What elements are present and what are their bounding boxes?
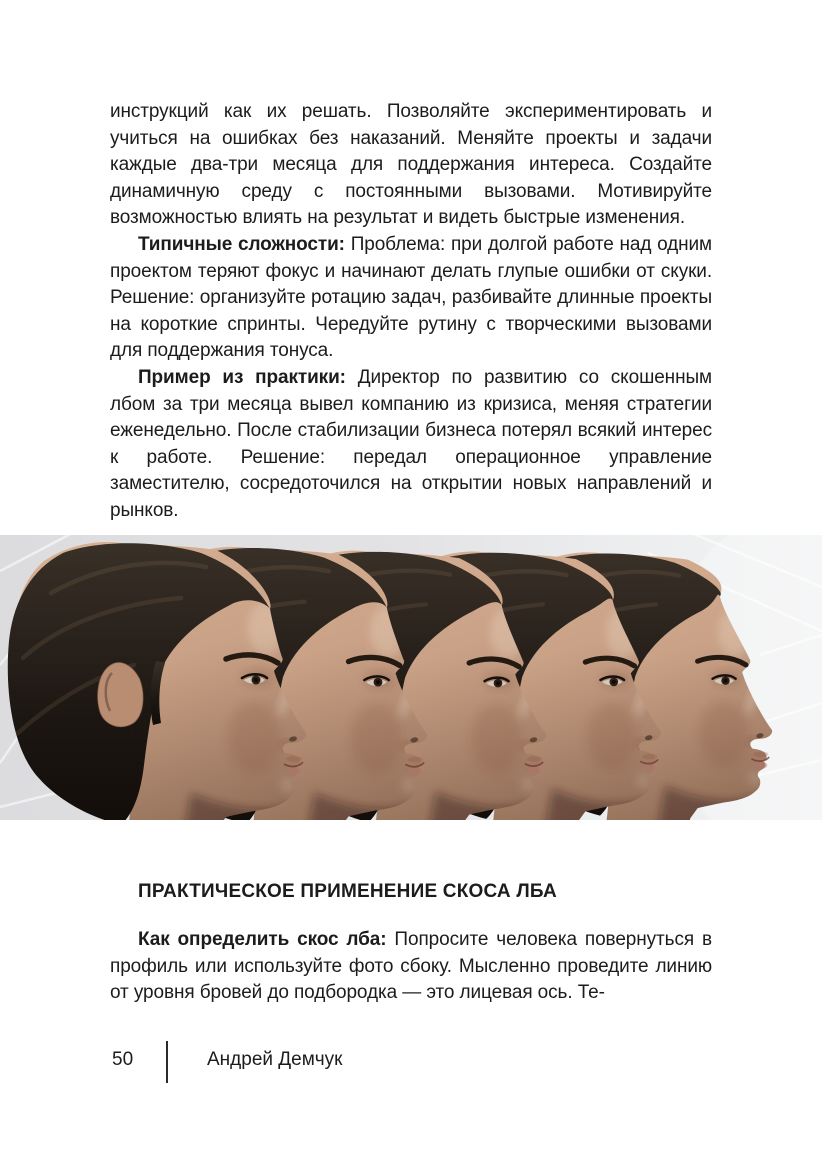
figure-profile-faces — [0, 535, 822, 820]
body-paragraph — [110, 232, 712, 365]
section-heading: ПРАКТИЧЕСКОЕ ПРИМЕНЕНИЕ СКОСА ЛБА — [138, 881, 557, 902]
lips — [287, 767, 301, 775]
lips — [408, 767, 422, 775]
paragraph-text: Директор по развитию со скошенным лбом за три месяца вывел компанию из кризиса, меняя стратегии еженедельно. После стабилизации бизнеса потерял всякий интерес к работе. Решение: передал операционное управление заместителю, сосредоточился на открытии новых направлений и рынков. — [110, 366, 712, 521]
paragraph-text: Попросите человека повернуться в профиль или используйте фото сбоку. Мысленно проведите линию от уровня бровей до подбородка — это лицевая ось. Те- — [110, 929, 712, 1004]
body-text-block-after-figure — [110, 927, 712, 1007]
paragraph-text: Проблема: при долгой работе над одним проектом теряют фокус и начинают делать глупые ошибки от скуки. Решение: организуйте ротацию задач, разбивайте длинные проекты на короткие спринты. Чередуйте рутину с творческими вызовами для поддержания тонуса. — [110, 233, 712, 362]
lips — [528, 767, 541, 775]
author-name: Андрей Демчук — [207, 1049, 343, 1070]
profile-faces-illustration — [0, 535, 822, 820]
page-footer — [110, 1040, 712, 1084]
paragraph-lead: Как определить скос лба: — [138, 929, 387, 950]
paragraph-lead: Пример из практики: — [138, 366, 346, 388]
body-paragraph — [110, 99, 712, 232]
page-number: 50 — [112, 1049, 134, 1070]
body-text-block — [110, 99, 712, 525]
ear — [97, 662, 143, 727]
lips — [754, 762, 767, 769]
paragraph-lead: Типичные сложности: — [138, 233, 345, 255]
paragraph-text: инструкций как их решать. Позволяйте экспериментировать и учиться на ошибках без наказаний. Меняйте проекты и задачи каждые два-три месяца для поддержания интереса. Создайте динамичную среду с постоянными вызовами. Мотивируйте возможностью влиять на результат и видеть быстрые изменения. — [110, 101, 712, 229]
body-paragraph — [110, 927, 712, 1007]
body-paragraph — [110, 365, 712, 525]
lips — [643, 764, 656, 772]
footer-divider — [166, 1041, 168, 1083]
